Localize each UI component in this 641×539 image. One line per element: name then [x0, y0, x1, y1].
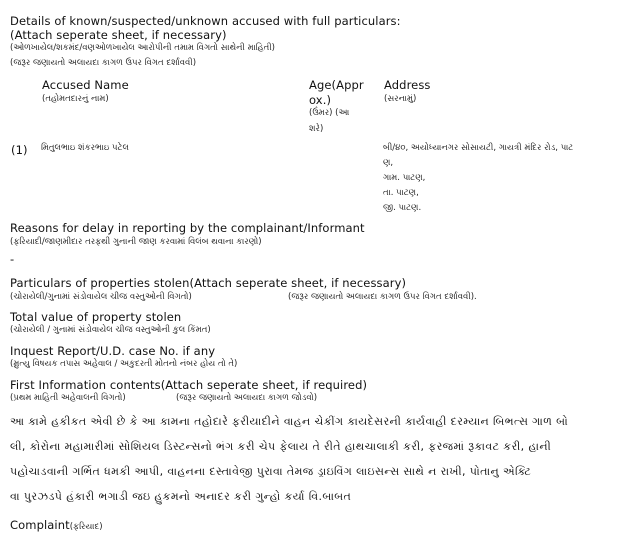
first-information-body-line-4: વા પુરઝડપે હંકારી ભગાડી જઇ હુકમનો અનાદર કરી ગુન્હો કર્યા વિ.બાબત	[10, 490, 352, 503]
accused-row-address-line-2: ણ,	[383, 158, 394, 168]
total-value-heading-gujarati: (ચોરાયેલી / ગુનામાં સંડોવાયેલ ચીજ વસ્તુઓની કુલ કિંમત)	[10, 325, 211, 335]
first-information-body-line-1: આ કામે હકીકત એવી છે કે આ કામના તહોદારે ફરીયાદીને વાહન ચેકીંગ કાયદેસરની કાર્યવાહી દરમ્યાન બિભત્સ ગાળ બો	[10, 415, 569, 428]
accused-heading-gujarati: (ઓળખાયેલ/શકમંદ/વણઓળખાયેલ આરોપીની તમામ વિગતો સાથેની માહિતી)	[10, 43, 275, 53]
accused-attach-note-gujarati: (જરૂર જણાયતો અલાયદા કાગળ ઉપર વિગત દર્શાવવી)	[10, 58, 197, 68]
complaint-label-row	[10, 514, 103, 533]
column-header-address: Address	[384, 78, 431, 92]
accused-row-name: મિતુલભાઇ શંકરભાઇ પટેલ	[41, 143, 129, 153]
accused-heading: Details of known/suspected/unknown accused with full particulars:	[10, 14, 401, 28]
column-header-age-gujarati: (ઉંમર) (આ	[309, 108, 350, 118]
first-information-heading-gujarati: (પ્રથમ માહિતી અહેવાલની વિગતો)	[10, 393, 126, 403]
first-information-heading: First Information contents(Attach seperate sheet, if required)	[10, 378, 368, 392]
accused-row-address-line-5: જી. પાટણ.	[383, 203, 422, 213]
first-information-body-line-3: પહોચાડવાની ગર્ભિત ધમકી આપી, વાહનના દસ્તાવેજી પુરાવા તેમજ ડ્રાઇવિંગ લાઇસન્સ સાથે ન રાખી, પોતાનુ એક્ટિ	[10, 465, 532, 478]
column-header-age-gujarati-cont: શરે)	[309, 124, 324, 134]
first-information-body-line-2: લી, કોરોના મહામારીમાં સોશિયલ ડિસ્ટન્સનો ભંગ કરી ચેપ ફેલાય તે રીતે હાથચાલાકી કરી, ફરજમાં રૂકાવટ કરી, હાની	[10, 440, 552, 453]
complaint-label: Complaint	[10, 518, 70, 532]
first-information-attach-note-gujarati: (જરૂર જણાયતો અલાયદા કાગળ જોડવો)	[176, 393, 318, 403]
column-header-accused-name-gujarati: (તહોમતદારનું નામ)	[42, 94, 109, 104]
column-header-age-cont: ox.)	[309, 93, 332, 107]
total-value-heading: Total value of property stolen	[10, 310, 182, 324]
stolen-properties-heading-gujarati: (ચોરાયેલી/ગુનામાં સંડોવાયેલ ચીજ વસ્તુઓની વિગતો)	[10, 292, 192, 302]
column-header-address-gujarati: (સરનામું)	[384, 94, 417, 104]
stolen-properties-heading: Particulars of properties stolen(Attach seperate sheet, if necessary)	[10, 276, 407, 290]
accused-row-address-line-1: બી/૪૦, અયોધ્યાનગર સોસાયટી, ગાયત્રી મંદિર રોડ, પાટ	[383, 143, 574, 153]
inquest-report-heading-gujarati: (મ્રુત્યુ વિષયક તપાસ અહેવાલ / અકુદરતી મોતનો નંબર હોય તો તે)	[10, 359, 238, 369]
delay-reasons-value: -	[10, 252, 15, 266]
accused-row-number: (1)	[11, 143, 28, 157]
inquest-report-heading: Inquest Report/U.D. case No. if any	[10, 344, 216, 358]
accused-row-address-line-4: તા. પાટણ,	[383, 188, 419, 198]
column-header-age: Age(Appr	[309, 78, 364, 92]
accused-row-address-line-3: ગામ. પાટણ,	[383, 173, 426, 183]
delay-reasons-heading-gujarati: (ફરિયાદી/જાણમીદાર તરફથી ગુનાની જાણ કરવામાં વિલંબ થવાના કારણો)	[10, 237, 262, 247]
stolen-properties-attach-note-gujarati: (જરૂર જણાયતો અલાયદા કાગળ ઉપર વિગત દર્શાવવી).	[288, 292, 477, 302]
complaint-label-gujarati: (ફરિયાદ)	[69, 522, 103, 532]
accused-attach-note: (Attach seperate sheet, if necessary)	[10, 28, 227, 42]
column-header-accused-name: Accused Name	[42, 78, 129, 92]
delay-reasons-heading: Reasons for delay in reporting by the complainant/Informant	[10, 221, 365, 235]
